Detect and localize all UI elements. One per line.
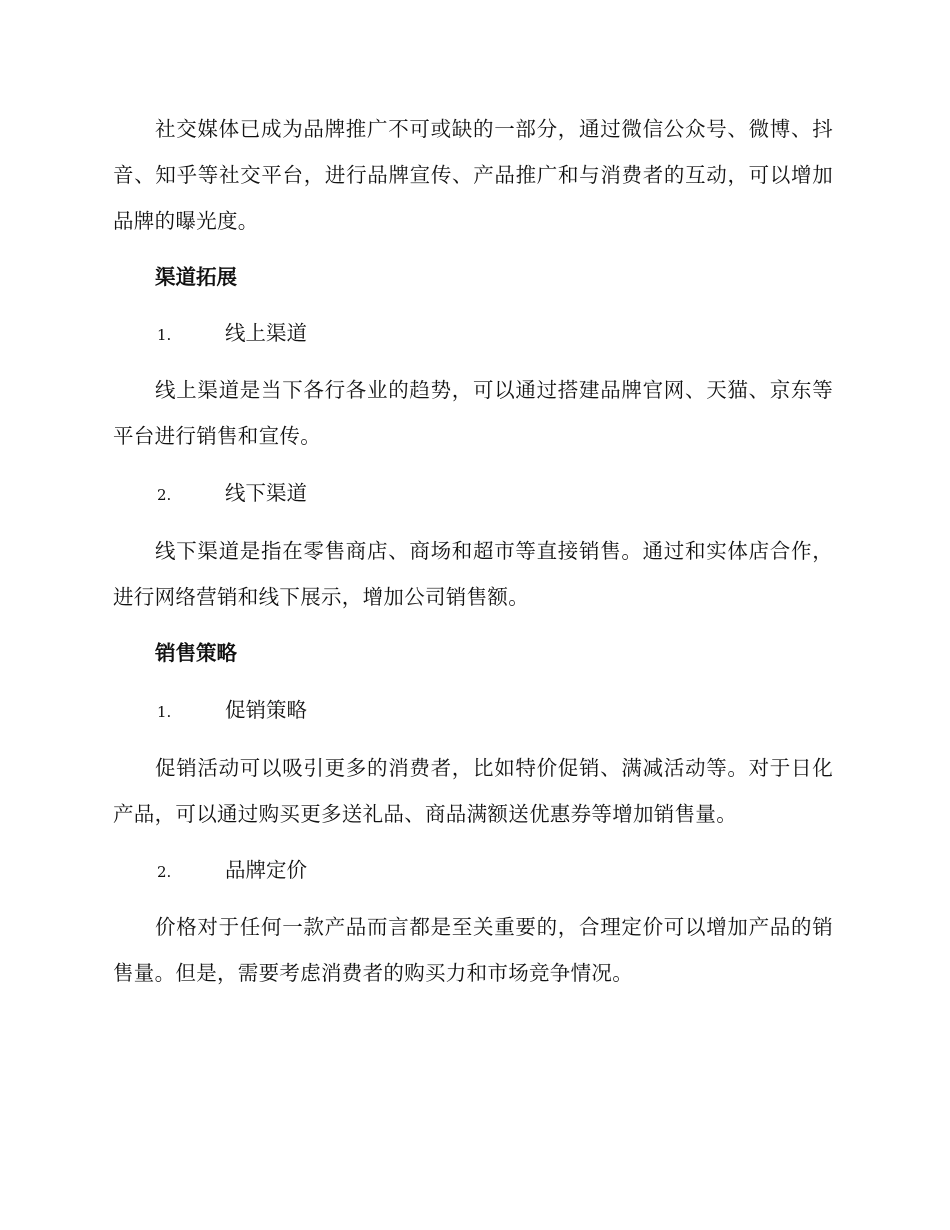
list-number: 1. — [157, 703, 172, 721]
list-item-online-channel — [157, 318, 307, 350]
list-item-offline-channel — [157, 478, 307, 510]
list-number: 1. — [157, 326, 172, 344]
list-item-pricing — [157, 855, 307, 887]
list-number: 2. — [157, 863, 172, 881]
list-item-promotion — [157, 695, 307, 727]
list-number: 2. — [157, 486, 172, 504]
heading-sales-strategy: 销售策略 — [155, 641, 237, 665]
heading-channel-expansion: 渠道拓展 — [155, 265, 237, 289]
paragraph-promotion: 促销活动可以吸引更多的消费者，比如特价促销、满减活动等。对于日化产品，可以通过购买更多送礼品、商品满额送优惠券等增加销售量。 — [113, 756, 833, 826]
list-label: 线上渠道 — [225, 321, 307, 345]
paragraph-online-channel: 线上渠道是当下各行各业的趋势，可以通过搭建品牌官网、天猫、京东等平台进行销售和宣传。 — [113, 378, 833, 448]
list-label: 线下渠道 — [225, 481, 307, 505]
paragraph-pricing: 价格对于任何一款产品而言都是至关重要的，合理定价可以增加产品的销售量。但是，需要考虑消费者的购买力和市场竞争情况。 — [113, 915, 833, 985]
list-label: 品牌定价 — [225, 858, 307, 882]
list-label: 促销策略 — [225, 698, 307, 722]
paragraph-offline-channel: 线下渠道是指在零售商店、商场和超市等直接销售。通过和实体店合作，进行网络营销和线下展示，增加公司销售额。 — [113, 539, 833, 609]
paragraph-social-media: 社交媒体已成为品牌推广不可或缺的一部分，通过微信公众号、微博、抖音、知乎等社交平台，进行品牌宣传、产品推广和与消费者的互动，可以增加品牌的曝光度。 — [113, 117, 833, 233]
